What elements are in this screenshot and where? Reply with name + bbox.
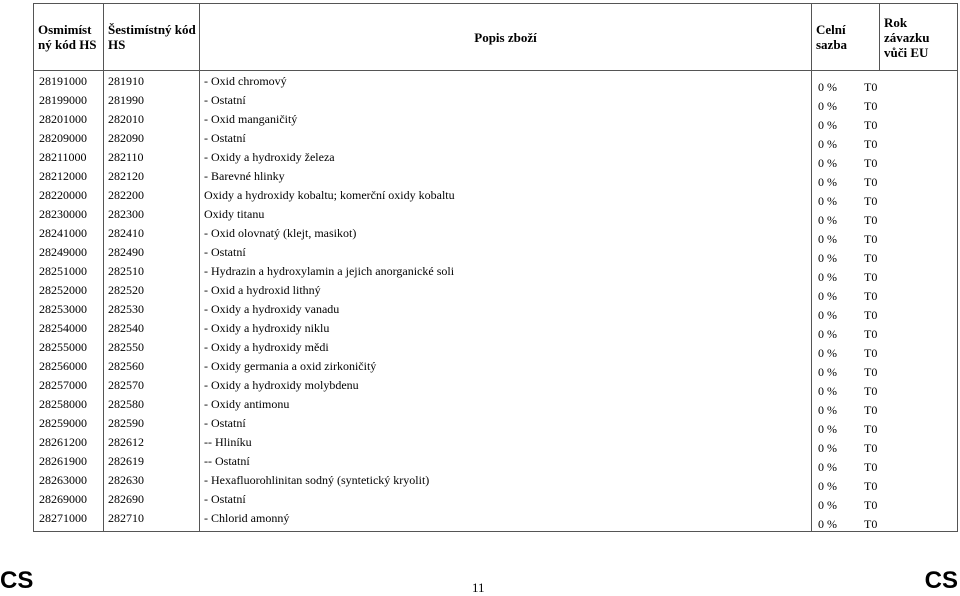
hs-code-cell: 282612 — [108, 435, 144, 449]
hs-code-cell: 282300 — [108, 207, 144, 221]
description-cell: - Hexafluorohlinitan sodný (syntetický kryolit) — [204, 473, 430, 487]
hs-code-cell: 282550 — [108, 340, 144, 354]
staging-category: T0 — [864, 156, 878, 170]
staging-category: T0 — [864, 422, 878, 436]
description-cell: - Oxidy a hydroxidy niklu — [204, 321, 330, 335]
hs-code-cell: 282110 — [108, 150, 144, 164]
description-cell: - Chlorid amonný — [204, 511, 290, 525]
rate-cell — [812, 474, 957, 493]
cn-code-cell: 28211000 — [39, 150, 87, 164]
header-year — [880, 4, 958, 71]
staging-category: T0 — [864, 232, 878, 246]
description-cell: - Oxid manganičitý — [204, 112, 298, 126]
hs-code-cell: 282530 — [108, 302, 144, 316]
rate-cell — [812, 189, 957, 208]
cn-code-cell: 28201000 — [39, 112, 87, 126]
staging-category: T0 — [864, 289, 878, 303]
staging-category: T0 — [864, 346, 878, 360]
staging-category: T0 — [864, 498, 878, 512]
rate-cell — [812, 322, 957, 341]
rate-cell — [812, 246, 957, 265]
description-cell: - Oxidy antimonu — [204, 397, 290, 411]
duty-rate: 0 % — [818, 308, 837, 322]
cn-code-cell: 28191000 — [39, 74, 87, 88]
staging-category: T0 — [864, 441, 878, 455]
duty-rate: 0 % — [818, 270, 837, 284]
table-body-row — [34, 75, 958, 532]
rate-cell — [812, 75, 957, 94]
staging-category: T0 — [864, 137, 878, 151]
description-cell: - Oxidy germania a oxid zirkoničitý — [204, 359, 377, 373]
hs-code-cell: 282200 — [108, 188, 144, 202]
description-cell: - Ostatní — [204, 131, 246, 145]
hs-code-cell: 282490 — [108, 245, 144, 259]
header-cn-code — [34, 4, 104, 71]
cn-code-cell: 28212000 — [39, 169, 87, 183]
duty-rate: 0 % — [818, 80, 837, 94]
rate-column — [812, 75, 958, 532]
staging-category: T0 — [864, 99, 878, 113]
header-duty-line1: Celní — [816, 22, 846, 37]
rate-cell — [812, 113, 957, 132]
description-cell: - Oxidy a hydroxidy mědi — [204, 340, 329, 354]
cn-code-cell: 28261200 — [39, 435, 87, 449]
cn-code-cell: 28209000 — [39, 131, 87, 145]
rate-cell — [812, 417, 957, 436]
description-column — [200, 75, 812, 532]
staging-category: T0 — [864, 327, 878, 341]
header-description: Popis zboží — [200, 4, 812, 71]
staging-category: T0 — [864, 517, 878, 531]
hs-code-cell: 282010 — [108, 112, 144, 126]
hs-code-cell: 282570 — [108, 378, 144, 392]
description-cell: Oxidy titanu — [204, 207, 265, 221]
duty-rate: 0 % — [818, 517, 837, 531]
staging-category: T0 — [864, 194, 878, 208]
hs-code-column — [104, 75, 200, 532]
duty-rate: 0 % — [818, 384, 837, 398]
rate-cell — [812, 208, 957, 227]
hs-code-cell: 282120 — [108, 169, 144, 183]
cn-code-column — [34, 75, 104, 532]
rate-cell — [812, 94, 957, 113]
duty-rate: 0 % — [818, 441, 837, 455]
duty-rate: 0 % — [818, 327, 837, 341]
duty-rate: 0 % — [818, 422, 837, 436]
hs-code-cell: 282510 — [108, 264, 144, 278]
rate-cell — [812, 151, 957, 170]
description-cell: -- Ostatní — [204, 454, 250, 468]
hs-code-cell: 282580 — [108, 397, 144, 411]
rate-cell — [812, 360, 957, 379]
staging-category: T0 — [864, 80, 878, 94]
header-year-line2: závazku — [884, 29, 930, 45]
duty-rate: 0 % — [818, 479, 837, 493]
header-duty — [812, 4, 880, 71]
description-cell: - Barevné hlinky — [204, 169, 285, 183]
description-cell: - Oxidy a hydroxidy vanadu — [204, 302, 340, 316]
hs-code-cell: 282630 — [108, 473, 144, 487]
duty-rate: 0 % — [818, 194, 837, 208]
hs-code-cell: 281990 — [108, 93, 144, 107]
footer-lang-right: CS — [924, 567, 958, 594]
description-cell: - Oxid chromový — [204, 74, 287, 88]
duty-rate: 0 % — [818, 175, 837, 189]
rate-cell — [812, 132, 957, 151]
footer-lang-left: CS — [0, 567, 34, 594]
staging-category: T0 — [864, 460, 878, 474]
description-cell: - Ostatní — [204, 93, 246, 107]
duty-rate: 0 % — [818, 289, 837, 303]
cn-code-cell: 28251000 — [39, 264, 87, 278]
tariff-table — [33, 3, 958, 532]
duty-rate: 0 % — [818, 232, 837, 246]
rate-cell — [812, 398, 957, 417]
rate-cell — [812, 512, 957, 531]
staging-category: T0 — [864, 118, 878, 132]
cn-code-cell: 28258000 — [39, 397, 87, 411]
duty-rate: 0 % — [818, 251, 837, 265]
staging-category: T0 — [864, 365, 878, 379]
description-cell: - Oxid olovnatý (klejt, masikot) — [204, 226, 357, 240]
cn-code-cell: 28230000 — [39, 207, 87, 221]
header-duty-line2: sazba — [816, 37, 848, 52]
rate-cell — [812, 341, 957, 360]
description-cell: - Ostatní — [204, 245, 246, 259]
staging-category: T0 — [864, 384, 878, 398]
staging-category: T0 — [864, 251, 878, 265]
rate-cell — [812, 493, 957, 512]
hs-code-cell: 282710 — [108, 511, 144, 525]
rate-cell — [812, 284, 957, 303]
cn-code-cell: 28199000 — [39, 93, 87, 107]
description-cell: -- Hliníku — [204, 435, 252, 449]
duty-rate: 0 % — [818, 365, 837, 379]
description-cell: - Oxidy a hydroxidy molybdenu — [204, 378, 359, 392]
duty-rate: 0 % — [818, 498, 837, 512]
staging-category: T0 — [864, 403, 878, 417]
rate-cell — [812, 303, 957, 322]
duty-rate: 0 % — [818, 99, 837, 113]
duty-rate: 0 % — [818, 137, 837, 151]
duty-rate: 0 % — [818, 213, 837, 227]
header-year-line3: vůči EU — [884, 44, 929, 60]
header-cn-code-line2: ný kód HS — [38, 37, 97, 52]
hs-code-cell: 282690 — [108, 492, 144, 506]
cn-code-cell: 28255000 — [39, 340, 87, 354]
cn-code-cell: 28252000 — [39, 283, 87, 297]
header-hs-code-line2: HS — [108, 37, 126, 52]
rate-cell — [812, 265, 957, 284]
duty-rate: 0 % — [818, 346, 837, 360]
hs-code-cell: 282090 — [108, 131, 144, 145]
cn-code-cell: 28220000 — [39, 188, 87, 202]
cn-code-cell: 28271000 — [39, 511, 87, 525]
description-cell: - Oxidy a hydroxidy železa — [204, 150, 335, 164]
rate-cell — [812, 379, 957, 398]
rate-cell — [812, 436, 957, 455]
duty-rate: 0 % — [818, 460, 837, 474]
staging-category: T0 — [864, 308, 878, 322]
cn-code-cell: 28254000 — [39, 321, 87, 335]
cn-code-cell: 28259000 — [39, 416, 87, 430]
hs-code-cell: 282619 — [108, 454, 144, 468]
cn-code-cell: 28261900 — [39, 454, 87, 468]
cn-code-cell: 28263000 — [39, 473, 87, 487]
table-header-row — [34, 4, 958, 71]
staging-category: T0 — [864, 479, 878, 493]
cn-code-cell: 28241000 — [39, 226, 87, 240]
staging-category: T0 — [864, 175, 878, 189]
duty-rate: 0 % — [818, 156, 837, 170]
cn-code-cell: 28249000 — [39, 245, 87, 259]
staging-category: T0 — [864, 270, 878, 284]
cn-code-cell: 28256000 — [39, 359, 87, 373]
hs-code-cell: 282560 — [108, 359, 144, 373]
hs-code-cell: 282590 — [108, 416, 144, 430]
duty-rate: 0 % — [818, 118, 837, 132]
description-cell: - Hydrazin a hydroxylamin a jejich anorganické soli — [204, 264, 455, 278]
hs-code-cell: 282410 — [108, 226, 144, 240]
page-number: 11 — [472, 580, 485, 595]
header-year-line1: Rok — [884, 14, 908, 30]
hs-code-cell: 281910 — [108, 74, 144, 88]
cn-code-cell: 28257000 — [39, 378, 87, 392]
rate-cell — [812, 170, 957, 189]
description-cell: - Ostatní — [204, 492, 246, 506]
hs-code-cell: 282520 — [108, 283, 144, 297]
header-hs-code — [104, 4, 200, 71]
description-cell: - Oxid a hydroxid lithný — [204, 283, 321, 297]
description-cell: - Ostatní — [204, 416, 246, 430]
hs-code-cell: 282540 — [108, 321, 144, 335]
rate-cell — [812, 455, 957, 474]
duty-rate: 0 % — [818, 403, 837, 417]
staging-category: T0 — [864, 213, 878, 227]
rate-cell — [812, 227, 957, 246]
header-cn-code-line1: Osmimíst — [38, 22, 92, 37]
cn-code-cell: 28253000 — [39, 302, 87, 316]
header-hs-code-line1: Šestimístný kód — [108, 22, 196, 37]
description-cell: Oxidy a hydroxidy kobaltu; komerční oxidy kobaltu — [204, 188, 455, 202]
cn-code-cell: 28269000 — [39, 492, 87, 506]
